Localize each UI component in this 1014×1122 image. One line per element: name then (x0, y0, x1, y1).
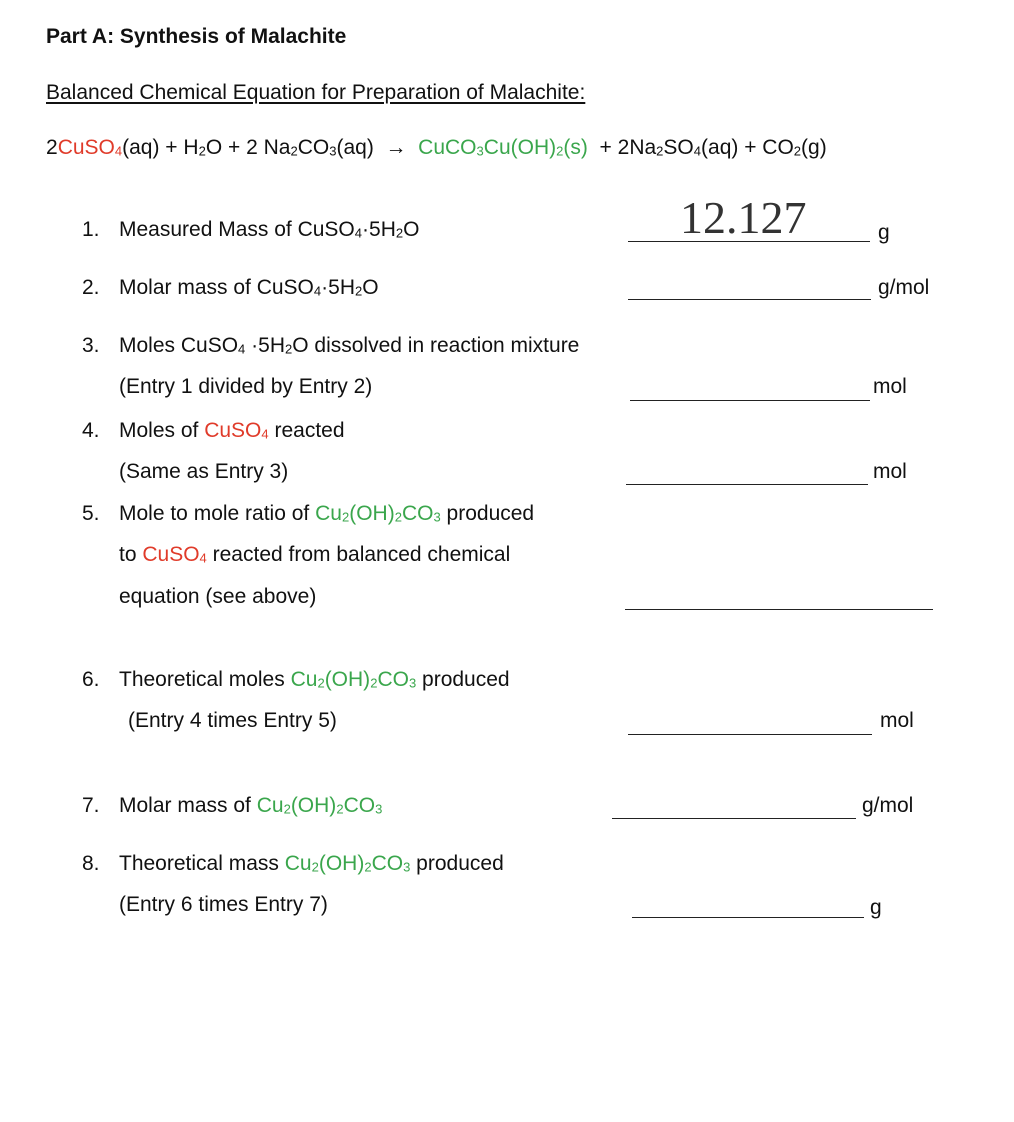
entry-6-label: 6. Theoretical moles $Cu_2(OH)_2CO_3$ produced (82, 668, 510, 691)
product-malachite: $CuCO_3Cu(OH)_2(s)$ (418, 136, 588, 159)
entry-2-answer-line[interactable] (628, 299, 871, 300)
entry-4-answer-line[interactable] (626, 484, 868, 485)
entry-4-note: (Same as Entry 3) (119, 460, 289, 483)
entry-8-label: 8. Theoretical mass $Cu_2(OH)_2CO_3$ produced (82, 852, 504, 875)
entry-2-unit: g/mol (878, 276, 930, 299)
entry-5-line-3: equation (see above) (119, 585, 317, 608)
entry-6-note: (Entry 4 times Entry 5) (128, 709, 337, 732)
balanced-equation: 2CuSO$_4$(aq) + $H_2O + 2$ $Na_2CO_3(aq)$ → $CuCO_3Cu(OH)_2(s) + 2Na_2SO_4(aq) + CO_2(g)$ (46, 136, 827, 159)
entry-6-answer-line[interactable] (628, 734, 872, 735)
entry-1-answer-line[interactable] (628, 241, 870, 242)
entry-7-label: 7. Molar mass of $Cu_2(OH)_2CO_3$ (82, 794, 383, 817)
entry-2-label: 2. Molar mass of $CuSO_4\cdot 5H_2O$ (82, 276, 379, 299)
entry-3-label: 3. Moles CuSO$_4$ $\cdot 5H_2O$ dissolved in reaction mixture (82, 334, 580, 357)
entry-3-answer-line[interactable] (630, 400, 870, 401)
entry-8-unit: g (870, 896, 882, 919)
entry-7-answer-line[interactable] (612, 818, 856, 819)
reaction-arrow: → (385, 136, 407, 159)
equation-heading: Balanced Chemical Equation for Preparation of Malachite: (46, 81, 586, 104)
entry-6-unit: mol (880, 709, 914, 732)
entry-1-label: 1. Measured Mass of $CuSO_4\cdot 5H_2O$ (82, 218, 420, 241)
entry-8-answer-line[interactable] (632, 917, 864, 918)
entry-3-unit: mol (873, 375, 907, 398)
entry-1-handwritten-answer: 12.127 (680, 192, 807, 243)
entry-5-answer-line[interactable] (625, 609, 933, 610)
entry-7-unit: g/mol (862, 794, 914, 817)
entry-8-note: (Entry 6 times Entry 7) (119, 893, 328, 916)
page-title: Part A: Synthesis of Malachite (46, 25, 347, 48)
reactant-copper-sulfate: CuSO$_4$ (57, 136, 123, 159)
entry-3-note: (Entry 1 divided by Entry 2) (119, 375, 373, 398)
entry-4-label: 4. Moles of CuSO$_4$ reacted (82, 419, 345, 442)
entry-5-label: 5. Mole to mole ratio of $Cu_2(OH)_2CO_3$ produced (82, 502, 535, 525)
entry-4-unit: mol (873, 460, 907, 483)
entry-5-line-2: to CuSO$_4$ reacted from balanced chemical (119, 543, 511, 566)
entry-1-unit: g (878, 221, 890, 244)
